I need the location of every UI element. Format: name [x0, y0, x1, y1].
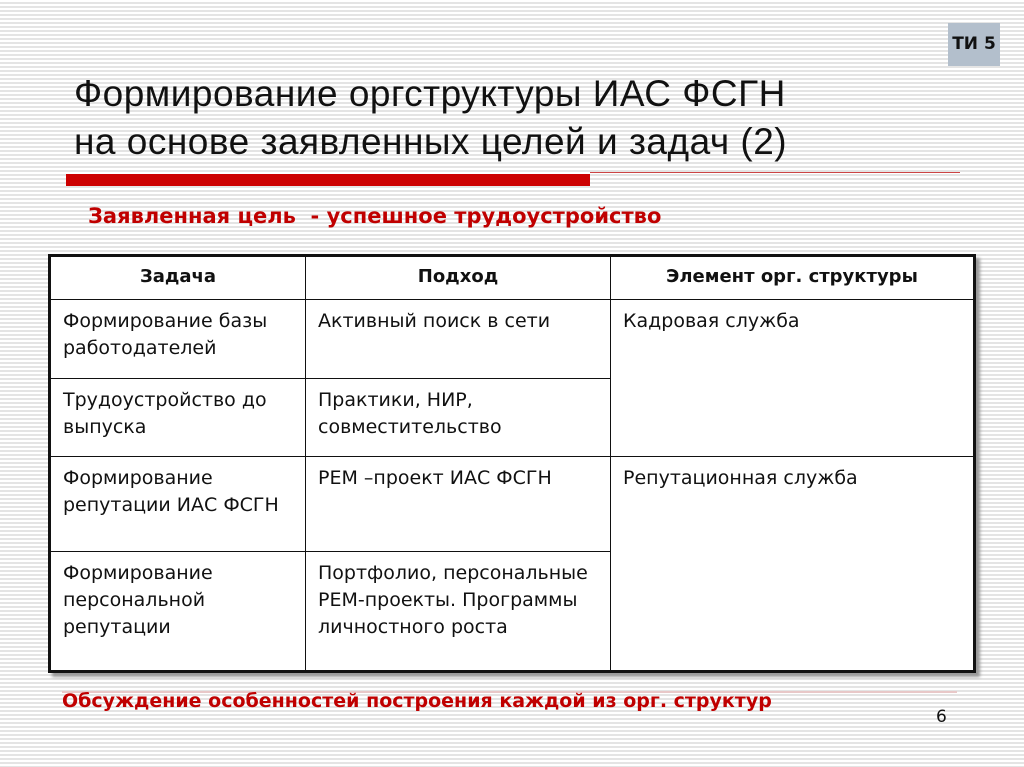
task-cell: Трудоустройство до выпуска [50, 379, 306, 457]
org-structure-table [48, 254, 976, 673]
title-underline-line [590, 172, 960, 173]
approach-cell: РЕМ –проект ИАС ФСГН [306, 457, 611, 552]
header-element: Элемент орг. структуры [611, 256, 975, 300]
element-cell: Кадровая служба [611, 300, 975, 457]
approach-cell: Портфолио, персональные РЕМ-проекты. Программы личностного роста [306, 552, 611, 672]
page-number: 6 [936, 707, 947, 727]
title-underline-bar [66, 174, 590, 186]
task-cell: Формирование персональной репутации [50, 552, 306, 672]
task-cell: Формирование базы работодателей [50, 300, 306, 379]
footer-note: Обсуждение особенностей построения каждой из орг. структур [62, 690, 772, 712]
title-line-2: на основе заявленных целей и задач (2) [74, 121, 788, 162]
table-header-row [50, 256, 975, 300]
approach-cell: Практики, НИР, совместительство [306, 379, 611, 457]
header-approach: Подход [306, 256, 611, 300]
slide-badge: ТИ 5 [948, 23, 1000, 66]
goal-subtitle: Заявленная цель - успешное трудоустройство [88, 204, 662, 228]
slide-title [74, 70, 787, 166]
task-cell: Формирование репутации ИАС ФСГН [50, 457, 306, 552]
table-row [50, 457, 975, 552]
table-row [50, 300, 975, 379]
title-line-1: Формирование оргструктуры ИАС ФСГН [74, 73, 786, 114]
header-task: Задача [50, 256, 306, 300]
approach-cell: Активный поиск в сети [306, 300, 611, 379]
element-cell: Репутационная служба [611, 457, 975, 672]
